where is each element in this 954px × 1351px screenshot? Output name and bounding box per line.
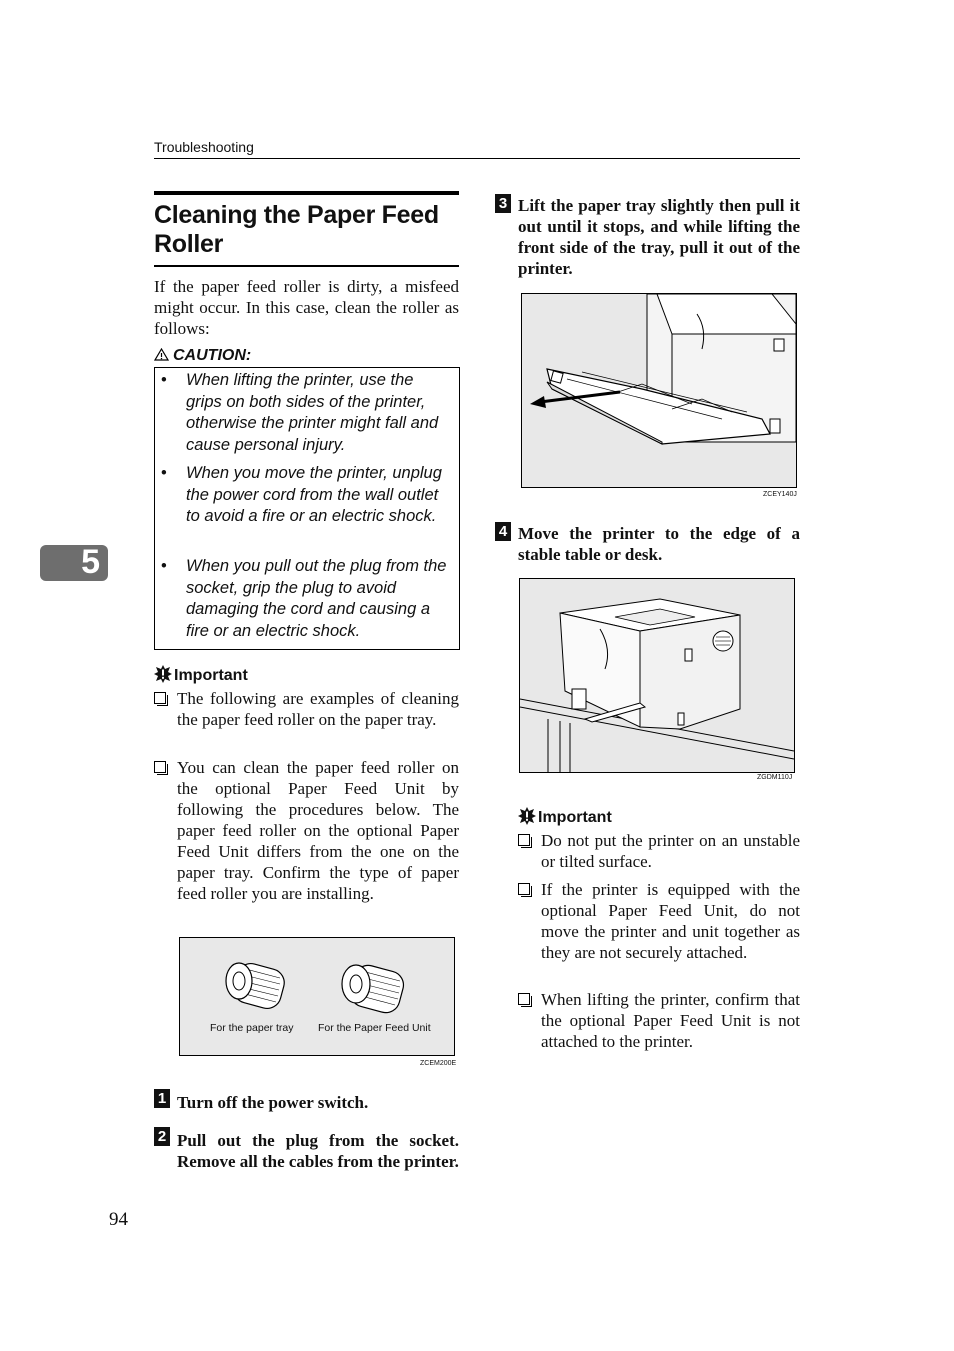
important-item — [518, 989, 800, 1052]
bullet-icon: • — [161, 371, 167, 389]
step-number-3: 3 — [495, 194, 511, 213]
step-text: Lift the paper tray slightly then pull it out until it stops, and while lifting the front side of the tray, pull it out of the printer. — [518, 196, 800, 278]
caution-heading — [154, 347, 251, 365]
checkbox-icon — [518, 883, 530, 895]
step-text: Pull out the plug from the socket. Remove all the cables from the printer. — [177, 1131, 459, 1171]
section-title-line1: Cleaning the Paper Feed — [154, 201, 439, 229]
bullet-icon: • — [161, 464, 167, 482]
figure-code: ZCEM200E — [420, 1060, 457, 1067]
important-item-text: The following are examples of cleaning the paper feed roller on the paper tray. — [177, 689, 459, 729]
important-item-text: When lifting the printer, confirm that the optional Paper Feed Unit is not attached to the printer. — [541, 990, 800, 1051]
caution-item — [161, 556, 451, 643]
caution-label: CAUTION: — [173, 347, 252, 364]
checkbox-icon — [154, 761, 166, 773]
printer-figure — [519, 578, 795, 773]
important-item-text: If the printer is equipped with the optional Paper Feed Unit, do not move the printer and unit together as they are not securely attached. — [541, 880, 800, 962]
important-label: Important — [174, 667, 248, 684]
caution-item-text: When lifting the printer, use the grips on both sides of the printer, otherwise the printer might fall and cause personal injury. — [186, 371, 439, 455]
important-heading — [154, 665, 248, 685]
paper-feed-unit-roller-icon — [342, 962, 407, 1016]
tray-figure — [521, 293, 797, 488]
step-number-2: 2 — [154, 1127, 170, 1146]
intro-paragraph: If the paper feed roller is dirty, a misfeed might occur. In this case, clean the roller as follows: — [154, 277, 459, 338]
paper-tray-roller-icon — [226, 960, 287, 1011]
important-item — [154, 757, 459, 904]
step-2 — [154, 1126, 459, 1172]
important-label: Important — [538, 809, 612, 826]
checkbox-icon — [518, 834, 530, 846]
important-item — [154, 688, 459, 730]
important-icon — [154, 665, 172, 683]
printer-on-table-illustration — [520, 579, 794, 772]
important-item-text: You can clean the paper feed roller on the optional Paper Feed Unit by following the procedures below. The paper feed roller on the optional Paper Feed Unit differs from the one on the paper tray. Confirm the type of paper feed roller you are installing. — [177, 758, 459, 903]
important-item — [518, 879, 800, 963]
section-title-line2: Roller — [154, 230, 224, 258]
important-item — [518, 830, 800, 872]
page-number: 94 — [109, 1209, 128, 1230]
chapter-tab — [40, 545, 108, 581]
title-rule-bottom — [154, 265, 459, 267]
step-number-1: 1 — [154, 1089, 170, 1108]
caution-box — [154, 367, 460, 650]
rollers-illustration — [180, 938, 454, 1055]
figure-code: ZCEY140J — [763, 491, 797, 498]
running-header: Troubleshooting — [154, 139, 254, 155]
caution-item-text: When you pull out the plug from the socket, grip the plug to avoid damaging the cord and causing a fire or an electric shock. — [186, 557, 447, 641]
checkbox-icon — [154, 692, 166, 704]
step-3 — [495, 193, 800, 279]
step-number-4: 4 — [495, 522, 511, 541]
step-4 — [495, 521, 800, 565]
caution-item — [161, 370, 451, 457]
caution-item — [161, 463, 451, 528]
paper-tray-illustration — [522, 294, 796, 487]
title-rule-top — [154, 191, 459, 195]
warning-triangle-icon — [154, 348, 169, 361]
step-1 — [154, 1088, 459, 1113]
important-icon — [518, 807, 536, 825]
section-title — [154, 201, 459, 259]
caution-item-text: When you move the printer, unplug the power cord from the wall outlet to avoid a fire or an electric shock. — [186, 464, 442, 526]
important-heading — [518, 807, 612, 827]
header-rule — [154, 158, 800, 159]
chapter-number: 5 — [81, 543, 100, 581]
figure-code: ZGDM110J — [757, 774, 793, 781]
bullet-icon: • — [161, 557, 167, 575]
checkbox-icon — [518, 993, 530, 1005]
rollers-figure — [179, 937, 455, 1056]
roller-label-left: For the paper tray — [210, 1022, 294, 1034]
important-item-text: Do not put the printer on an unstable or tilted surface. — [541, 831, 800, 871]
step-text: Turn off the power switch. — [177, 1093, 369, 1112]
step-text: Move the printer to the edge of a stable table or desk. — [518, 524, 800, 564]
roller-label-right: For the Paper Feed Unit — [318, 1022, 431, 1034]
